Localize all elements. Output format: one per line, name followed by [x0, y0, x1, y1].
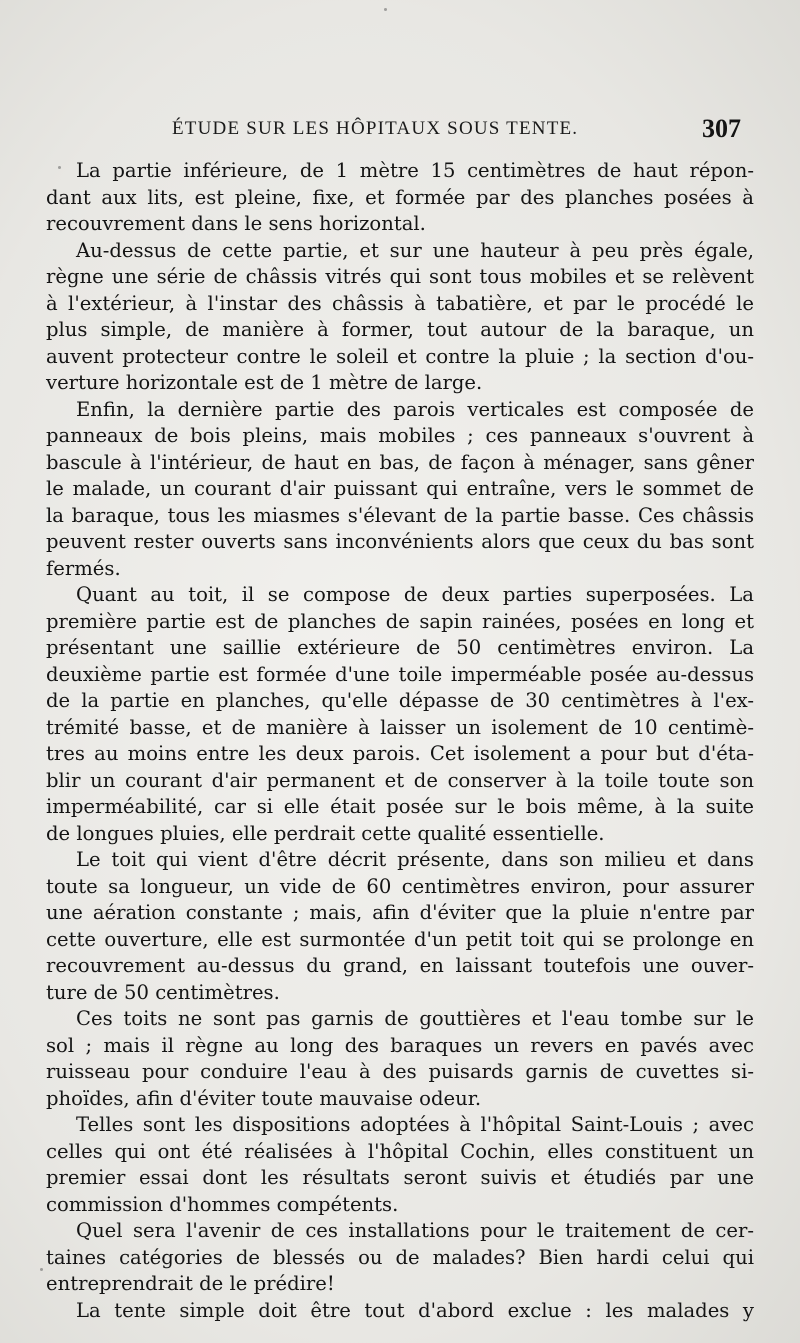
- text-line: présentant une saillie extérieure de 50 centimètres environ. La: [46, 636, 754, 659]
- text-line: Telles sont les dispositions adoptées à l'hôpital Saint-Louis ; avec: [76, 1113, 754, 1136]
- text-line: de la partie en planches, qu'elle dépasse de 30 centimètres à l'ex-: [46, 689, 754, 712]
- text-line: à l'extérieur, à l'instar des châssis à tabatière, et par le procédé le: [46, 291, 754, 315]
- text-line: Quel sera l'avenir de ces installations pour le traitement de cer-: [76, 1219, 754, 1242]
- paragraph: [46, 158, 754, 238]
- text-line: panneaux de bois pleins, mais mobiles ; ces panneaux s'ouvrent à: [46, 424, 754, 447]
- text-line: recouvrement dans le sens horizontal.: [46, 212, 426, 235]
- text-line: phoïdes, afin d'éviter toute mauvaise odeur.: [46, 1086, 482, 1110]
- paragraph: [46, 582, 754, 847]
- text-line: ture de 50 centimètres.: [46, 980, 280, 1004]
- text-line: sol ; mais il règne au long des baraques un revers en pavés avec: [46, 1033, 754, 1057]
- print-speck: [384, 8, 387, 11]
- paragraph: [46, 238, 754, 397]
- text-line: auvent protecteur contre le soleil et contre la pluie ; la section d'ou-: [46, 344, 754, 368]
- text-line: tres au moins entre les deux parois. Cet isolement a pour but d'éta-: [46, 742, 754, 765]
- text-line: règne une série de châssis vitrés qui sont tous mobiles et se relèvent: [46, 265, 754, 288]
- page-header: [0, 114, 800, 150]
- text-line: de longues pluies, elle perdrait cette qualité essentielle.: [46, 821, 605, 845]
- text-line: commission d'hommes compétents.: [46, 1192, 399, 1216]
- text-line: toute sa longueur, un vide de 60 centimètres environ, pour assurer: [46, 874, 754, 898]
- text-line: le malade, un courant d'air puissant qui entraîne, vers le sommet de: [46, 477, 754, 500]
- text-line: premier essai dont les résultats seront suivis et étudiés par une: [46, 1166, 754, 1189]
- text-line: Ces toits ne sont pas garnis de gouttières et l'eau tombe sur le: [76, 1007, 754, 1030]
- text-line: blir un courant d'air permanent et de conserver à la toile toute son: [46, 768, 754, 792]
- text-line: trémité basse, et de manière à laisser un isolement de 10 centimè-: [46, 715, 754, 739]
- text-line: imperméabilité, car si elle était posée sur le bois même, à la suite: [46, 795, 754, 818]
- paragraph: [46, 847, 754, 1006]
- paragraph: [46, 1218, 754, 1298]
- text-line: deuxième partie est formée d'une toile imperméable posée au-dessus: [46, 662, 754, 686]
- paragraph: [46, 1006, 754, 1112]
- text-line: dant aux lits, est pleine, fixe, et formée par des planches posées à: [46, 185, 754, 209]
- text-line: taines catégories de blessés ou de malades? Bien hardi celui qui: [46, 1245, 754, 1269]
- text-line: première partie est de planches de sapin rainées, posées en long et: [46, 609, 754, 633]
- text-line: verture horizontale est de 1 mètre de large.: [46, 371, 483, 394]
- text-line: fermés.: [46, 556, 121, 580]
- body-text: [46, 158, 754, 1324]
- page-number: 307: [702, 114, 741, 143]
- paragraph: [46, 397, 754, 583]
- text-line: cette ouverture, elle est surmontée d'un petit toit qui se prolonge en: [46, 927, 754, 951]
- text-line: ruisseau pour conduire l'eau à des puisards garnis de cuvettes si-: [46, 1060, 754, 1083]
- text-line: Enfin, la dernière partie des parois verticales est composée de: [76, 397, 754, 421]
- paragraph: [46, 1298, 754, 1325]
- running-title: ÉTUDE SUR LES HÔPITAUX SOUS TENTE.: [172, 118, 579, 139]
- text-line: une aération constante ; mais, afin d'éviter que la pluie n'entre par: [46, 901, 754, 924]
- text-line: entreprendrait de le prédire!: [46, 1272, 335, 1295]
- print-speck: [58, 166, 61, 169]
- text-line: La tente simple doit être tout d'abord exclue : les malades y: [76, 1298, 754, 1322]
- text-line: plus simple, de manière à former, tout autour de la baraque, un: [46, 318, 754, 341]
- text-line: recouvrement au-dessus du grand, en laissant toutefois une ouver-: [46, 954, 754, 977]
- text-line: La partie inférieure, de 1 mètre 15 centimètres de haut répon-: [76, 159, 754, 182]
- text-line: bascule à l'intérieur, de haut en bas, de façon à ménager, sans gêner: [46, 450, 754, 474]
- text-line: Le toit qui vient d'être décrit présente, dans son milieu et dans: [76, 848, 754, 871]
- text-line: la baraque, tous les miasmes s'élevant de la partie basse. Ces châssis: [46, 503, 754, 527]
- text-line: celles qui ont été réalisées à l'hôpital Cochin, elles constituent un: [46, 1139, 754, 1163]
- text-line: peuvent rester ouverts sans inconvénients alors que ceux du bas sont: [46, 530, 754, 553]
- text-line: Quant au toit, il se compose de deux parties superposées. La: [76, 583, 754, 606]
- text-line: Au-dessus de cette partie, et sur une hauteur à peu près égale,: [76, 238, 754, 262]
- print-speck: [40, 1268, 43, 1271]
- paragraph: [46, 1112, 754, 1218]
